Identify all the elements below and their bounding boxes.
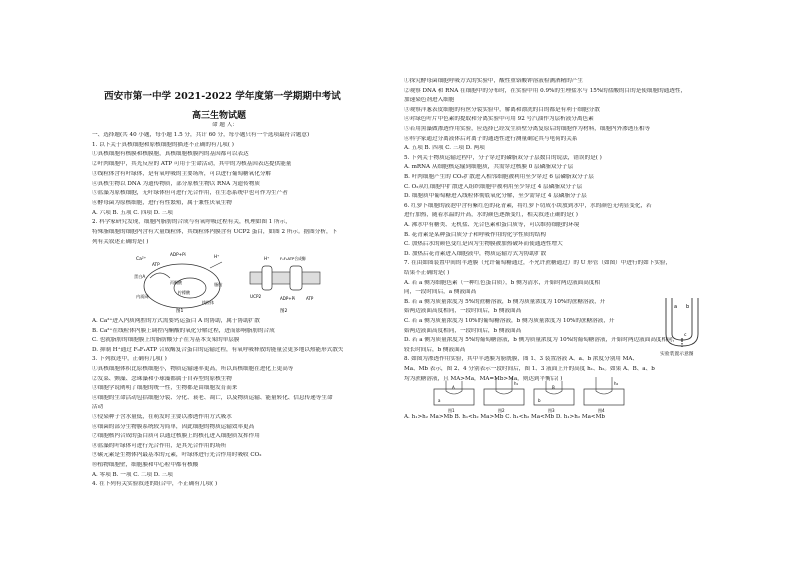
question-line: ⑦细胞核内合成的蛋白质可以通过核膜上的核孔进入细胞质发挥作用 [92, 433, 260, 440]
question-line: C. 若 a 侧为质量浓度为 10%的葡萄糖溶液，b 侧为质量浓度为 10%的蔗糖溶液，开 [404, 318, 615, 324]
fig1-label-mito: 线粒体 [202, 300, 214, 305]
question-line: A. Ca²⁺进入内质网腔的方式需要钙运蛋白 A 的协助，属于协助扩散 [92, 318, 260, 324]
exam-title: 西安市第一中学 2021-2022 学年度第一学期期中考试 [104, 91, 341, 102]
question-line: ⑥细菌的部分生物膜系统较为简单，因此细胞的物质运输效率更高 [92, 423, 255, 430]
question-line: ②观察 DNA 和 RNA 在细胞中的分布时，在实验中用 0.9%的生理盐水与 15%的盐酸的目的是使细胞的通透性， [404, 87, 687, 94]
osmosis-figure [432, 377, 632, 413]
osmosis-caption-3: 图3 [548, 408, 555, 413]
question-line: C. 也就脂肪的细胞膜上的脂肪酸分子在为基本支架的单层膜 [92, 337, 240, 344]
question-line: 6. 红萝卜细胞的液泡中含有紫红色的花青素，将红萝卜切成小块放到水中，水的颜色无明显变化，若 [404, 202, 652, 209]
utube-caption: 实验装置示意图 [660, 352, 694, 356]
question-line: ⑧蓝藻的叶绿体可进行光合作用，是其光合作用的场所 [92, 442, 227, 449]
question-line: D. 若 a 侧为质量浓度为 5%的葡萄糖溶液，b 侧为质量浓度为 10%的葡萄糖溶液，开始时两边液面高度相同， [404, 337, 679, 344]
osmosis-label-b: b [538, 398, 541, 403]
question-line: D. 抑制 H⁺通过 F₀F₁ATP 合成酶复合蛋白的运输过程，有氧呼吸释放的能量会更多地以热能形式散失 [92, 346, 344, 353]
question-line: 进行加热，随着水温的升高，水的颜色逐渐变红，相关叙述正确的是( ) [404, 212, 578, 219]
question-line: ①探究酵母菌细胞呼吸方式的实验中，酸性重铬酸钾溶液检测酒精的产生 [404, 78, 584, 84]
utube-label-b: b [686, 304, 690, 310]
question-line: ③线粒体含有叶绿体，是有氧呼吸的主要场所，可以进行葡萄糖氧化分解 [92, 170, 272, 177]
question-line: 5. 下列关于物质运输过程中，分子穿过的磷脂双分子层数目的说法，错误的是( ) [404, 154, 602, 161]
question-line: ⑤蓝藻为原核细胞，无叶绿体但可进行光合作用，在生态系统中也可作为生产者 [92, 190, 288, 197]
question-line: ②叶肉细胞中，其光反应的 ATP 可用于生命活动，其中的为核基因表达提供能量 [92, 161, 292, 168]
question-line: 2. 科学家研究发现，细胞内脂肪的合成与有氧呼吸过程有关，机理如图 1 所示， [92, 219, 291, 226]
question-line: B. Ca²⁺在线粒体内膜上调控丙酮酸的氧化分解过程，进而影响脂肪的合成 [92, 327, 275, 334]
question-line: D. 细胞质中葡萄糖进入线粒体彻底氧化分解，至少需穿过 4 层磷脂分子层 [404, 193, 587, 200]
question-line: ⑤若用黑藻做渗透作用实验，应选择已经发生质壁分离复原后的细胞作为材料，细胞内外渗透压相等 [404, 126, 651, 132]
u-tube-figure [660, 294, 704, 356]
fig1-label-ca: Ca²⁺ [136, 257, 147, 262]
osmosis-label-A: A [452, 385, 455, 390]
osmosis-label-a: a [438, 398, 441, 403]
question-line: 4. 在下列有关实验叙述的组合中，不正确有几项( ) [92, 481, 218, 488]
question-line: A. 若 a 侧为细胞色素（一种红色蛋白质），b 侧为清水，开始时两边液面高度相 [404, 279, 601, 286]
question-line: ⑥科学家通过分离液体后对离子的通透性进行测量确定其与电荷的关系 [404, 135, 578, 142]
figure2 [250, 256, 320, 314]
fig1-label-atp: ATP [152, 262, 160, 267]
question-line: 一、选择题(共 40 小题，每小题 1.5 分，共计 60 分，每小题只有一个选项最符合题意) [92, 132, 310, 138]
osmosis-caption-4: 图4 [598, 408, 605, 413]
osmosis-panel-2 [484, 377, 524, 413]
osmosis-panel-4 [584, 377, 624, 413]
fig2-label-adp: ADP+Pi [280, 296, 296, 301]
question-line: A. mRNA 从细胞核运输到细胞质，共需穿过核膜 0 层磷脂双分子层 [404, 164, 574, 171]
question-line: B. 叶肉细胞产生的 CO₂扩散进入相邻细胞被利用至少穿过 6 层磷脂双分子层 [404, 174, 594, 180]
question-line: D. 加热后花青素进入细胞液中，物质运输方式为协助扩散 [404, 250, 547, 257]
question-line: A. h₁>h₂ Ma>Mb B. h₁<h₂ Ma>Mb C. h₁<h₂ Ma<Mb D. h₁>h₂ Ma<Mb [404, 414, 605, 420]
question-line: B. 若 a 侧为质量浓度为 5%的蔗糖溶液，b 侧为质量浓度为 10%的蔗糖溶液，开 [404, 298, 606, 305]
osmosis-panel-1 [434, 381, 474, 413]
figure1 [134, 252, 223, 314]
fig1-label-pyruvate: 丙酮酸 [170, 280, 182, 285]
question-line: Ma、Mb 表示，图 2、4 分别表示一段时间后，图 1、3 液面上升的高度 h₁、h₂。如果 A、B、a、b [404, 366, 655, 372]
question-line: ①真核细胞体积比原核细胞小，物质运输速率更高，所以真核细胞在进化上更高等 [92, 366, 294, 372]
osmosis-caption-2: 图2 [498, 408, 505, 413]
question-line: A. 零项 B. 一项 C. 二项 D. 三项 [92, 471, 173, 478]
question-line: A. 沸水中有糖类、无机盐、光合色素和蛋白质等，可以维持细胞的环境 [404, 222, 580, 228]
subject-title: 高三生物试题 [192, 111, 247, 121]
question-line: ⑥酵母菌为原核细胞，进行有性繁殖，属于兼性厌氧生物 [92, 199, 232, 206]
fig2-label-h: H⁺ [264, 256, 270, 261]
question-line: C. O₂从红细胞中扩散进入组织细胞中被利用至少穿过 4 层磷脂双分子层 [404, 183, 583, 190]
question-line: ⑨碳元素是生物体内最基本的元素，叶绿体进行光合作用时吸收 CO₂ [92, 452, 262, 459]
author-label: 命 题 人： [212, 122, 238, 128]
fig1-label-er: 内质网 [136, 294, 149, 299]
osmosis-label-h1: h₁ [514, 381, 519, 386]
fig1-label-adp: ADP+Pi [170, 252, 186, 257]
utube-label-a: a [674, 304, 678, 310]
question-line: 特殊脂细胞的细胞内含有大量线粒体，其线粒体内膜含有 UCP2 蛋白，如图 2 所示。据图分析，下 [92, 229, 338, 235]
question-line: ⑩植物细胞壁，细胞膜和中心粒中都有核酸 [92, 462, 199, 468]
question-line: ③观察洋葱表皮细胞的有丝分裂实验中，解离和漂洗的目的都是有利于细胞分散 [404, 106, 600, 113]
fat-synthesis-figure [130, 248, 330, 314]
question-line: 始两边液面高度相同，一段时间后，b 侧液面高 [404, 308, 522, 315]
question-line: 均为蔗糖溶液，且 MA>Ma，MA=Mb>Ma，则达到平衡后( ) [404, 375, 563, 382]
question-line: 列有关叙述正确的是( ) [92, 238, 149, 245]
osmosis-label-h2: h₂ [614, 381, 619, 386]
question-line: 加速染色剂进入细胞 [404, 97, 455, 104]
question-line: ①真核细胞有核膜和核膜胞，真核细胞核膜内的基因都可以表达 [92, 151, 249, 158]
question-line: 8. 如图为渗透作用实验，其中半透膜为膀胱膜，图 1、3 装置溶液 A、a、b 浓度分别用 MA、 [404, 356, 639, 363]
osmosis-label-B: B [552, 385, 555, 390]
osmosis-panel-3 [534, 381, 574, 413]
fig1-label-fat: 脂肪 [214, 282, 223, 287]
fig1-caption: 图1 [176, 309, 184, 314]
question-line: 始两边液面高度相同，一段时间后，b 侧液面高 [404, 327, 522, 334]
fig2-caption: 图2 [280, 309, 288, 314]
question-line: 同，一段时间后，a 侧液面高 [404, 289, 477, 296]
question-line: 3. 下列叙述中，正确有几项( ) [92, 356, 167, 363]
question-line: 较长时间后，b 侧液面高 [404, 346, 466, 353]
fig1-label-citrate: 柠檬酸 [178, 290, 190, 295]
question-line: ④细胞的生命活动包括细胞分裂、分化、衰老、凋亡，以及物质运输、能量转化、信息传递等生命 [92, 394, 333, 401]
fig2-label-atp-synthase: F₀F₁ATP合成酶 [280, 256, 306, 261]
question-line: ④真核生物以 DNA 为遗传物质，部分原核生物以 RNA 为遗传物质 [92, 180, 260, 187]
fig1-label-protein-a: 蛋白A [134, 274, 146, 279]
question-line: 结果不正确的是( ) [404, 270, 450, 276]
question-line: A. 六项 B. 五项 C. 四项 D. 三项 [92, 209, 173, 216]
question-line: ⑤侵染种子含水量低，在萌发时主要以渗透作用方式吸水 [92, 414, 232, 420]
osmosis-caption-1: 图1 [448, 408, 455, 413]
question-line: ③细胞学说阐明了细胞的统一性，生物都是由细胞发育而来 [92, 385, 238, 392]
fig1-label-h: H⁺ [214, 254, 220, 259]
question-line: 1. 以下关于真核细胞和原核细胞的描述不正确的有几项( ) [92, 141, 234, 148]
fig2-label-ucp2: UCP2 [250, 294, 262, 299]
fig2-label-atp: ATP [306, 296, 314, 301]
utube-label-c: c [684, 333, 687, 338]
question-line: A. 五项 B. 四项 C. 三项 D. 两项 [404, 145, 485, 152]
question-line: 7. 在由如图装置中间的半透膜（允许葡萄糖通过，不允许蔗糖通过）的 U 形管（如图）中进行的如下实验， [404, 260, 672, 267]
question-line: ②发菜、颤藻、念珠藻和小球藻都属于自养型的原核生物 [92, 375, 232, 382]
question-line: ④对绿色叶片中色素的提取和分离实验中可用 92 号汽油作为层析液分离色素 [404, 116, 594, 123]
question-line: B. 花青素是某种蛋白质分子和呼吸作用的化学性质的结构 [404, 231, 546, 238]
question-line: 活动 [92, 404, 104, 411]
question-line: C. 加热后水的颜色变红是因为生物膜被加热破坏而使通透性增大 [404, 241, 563, 248]
